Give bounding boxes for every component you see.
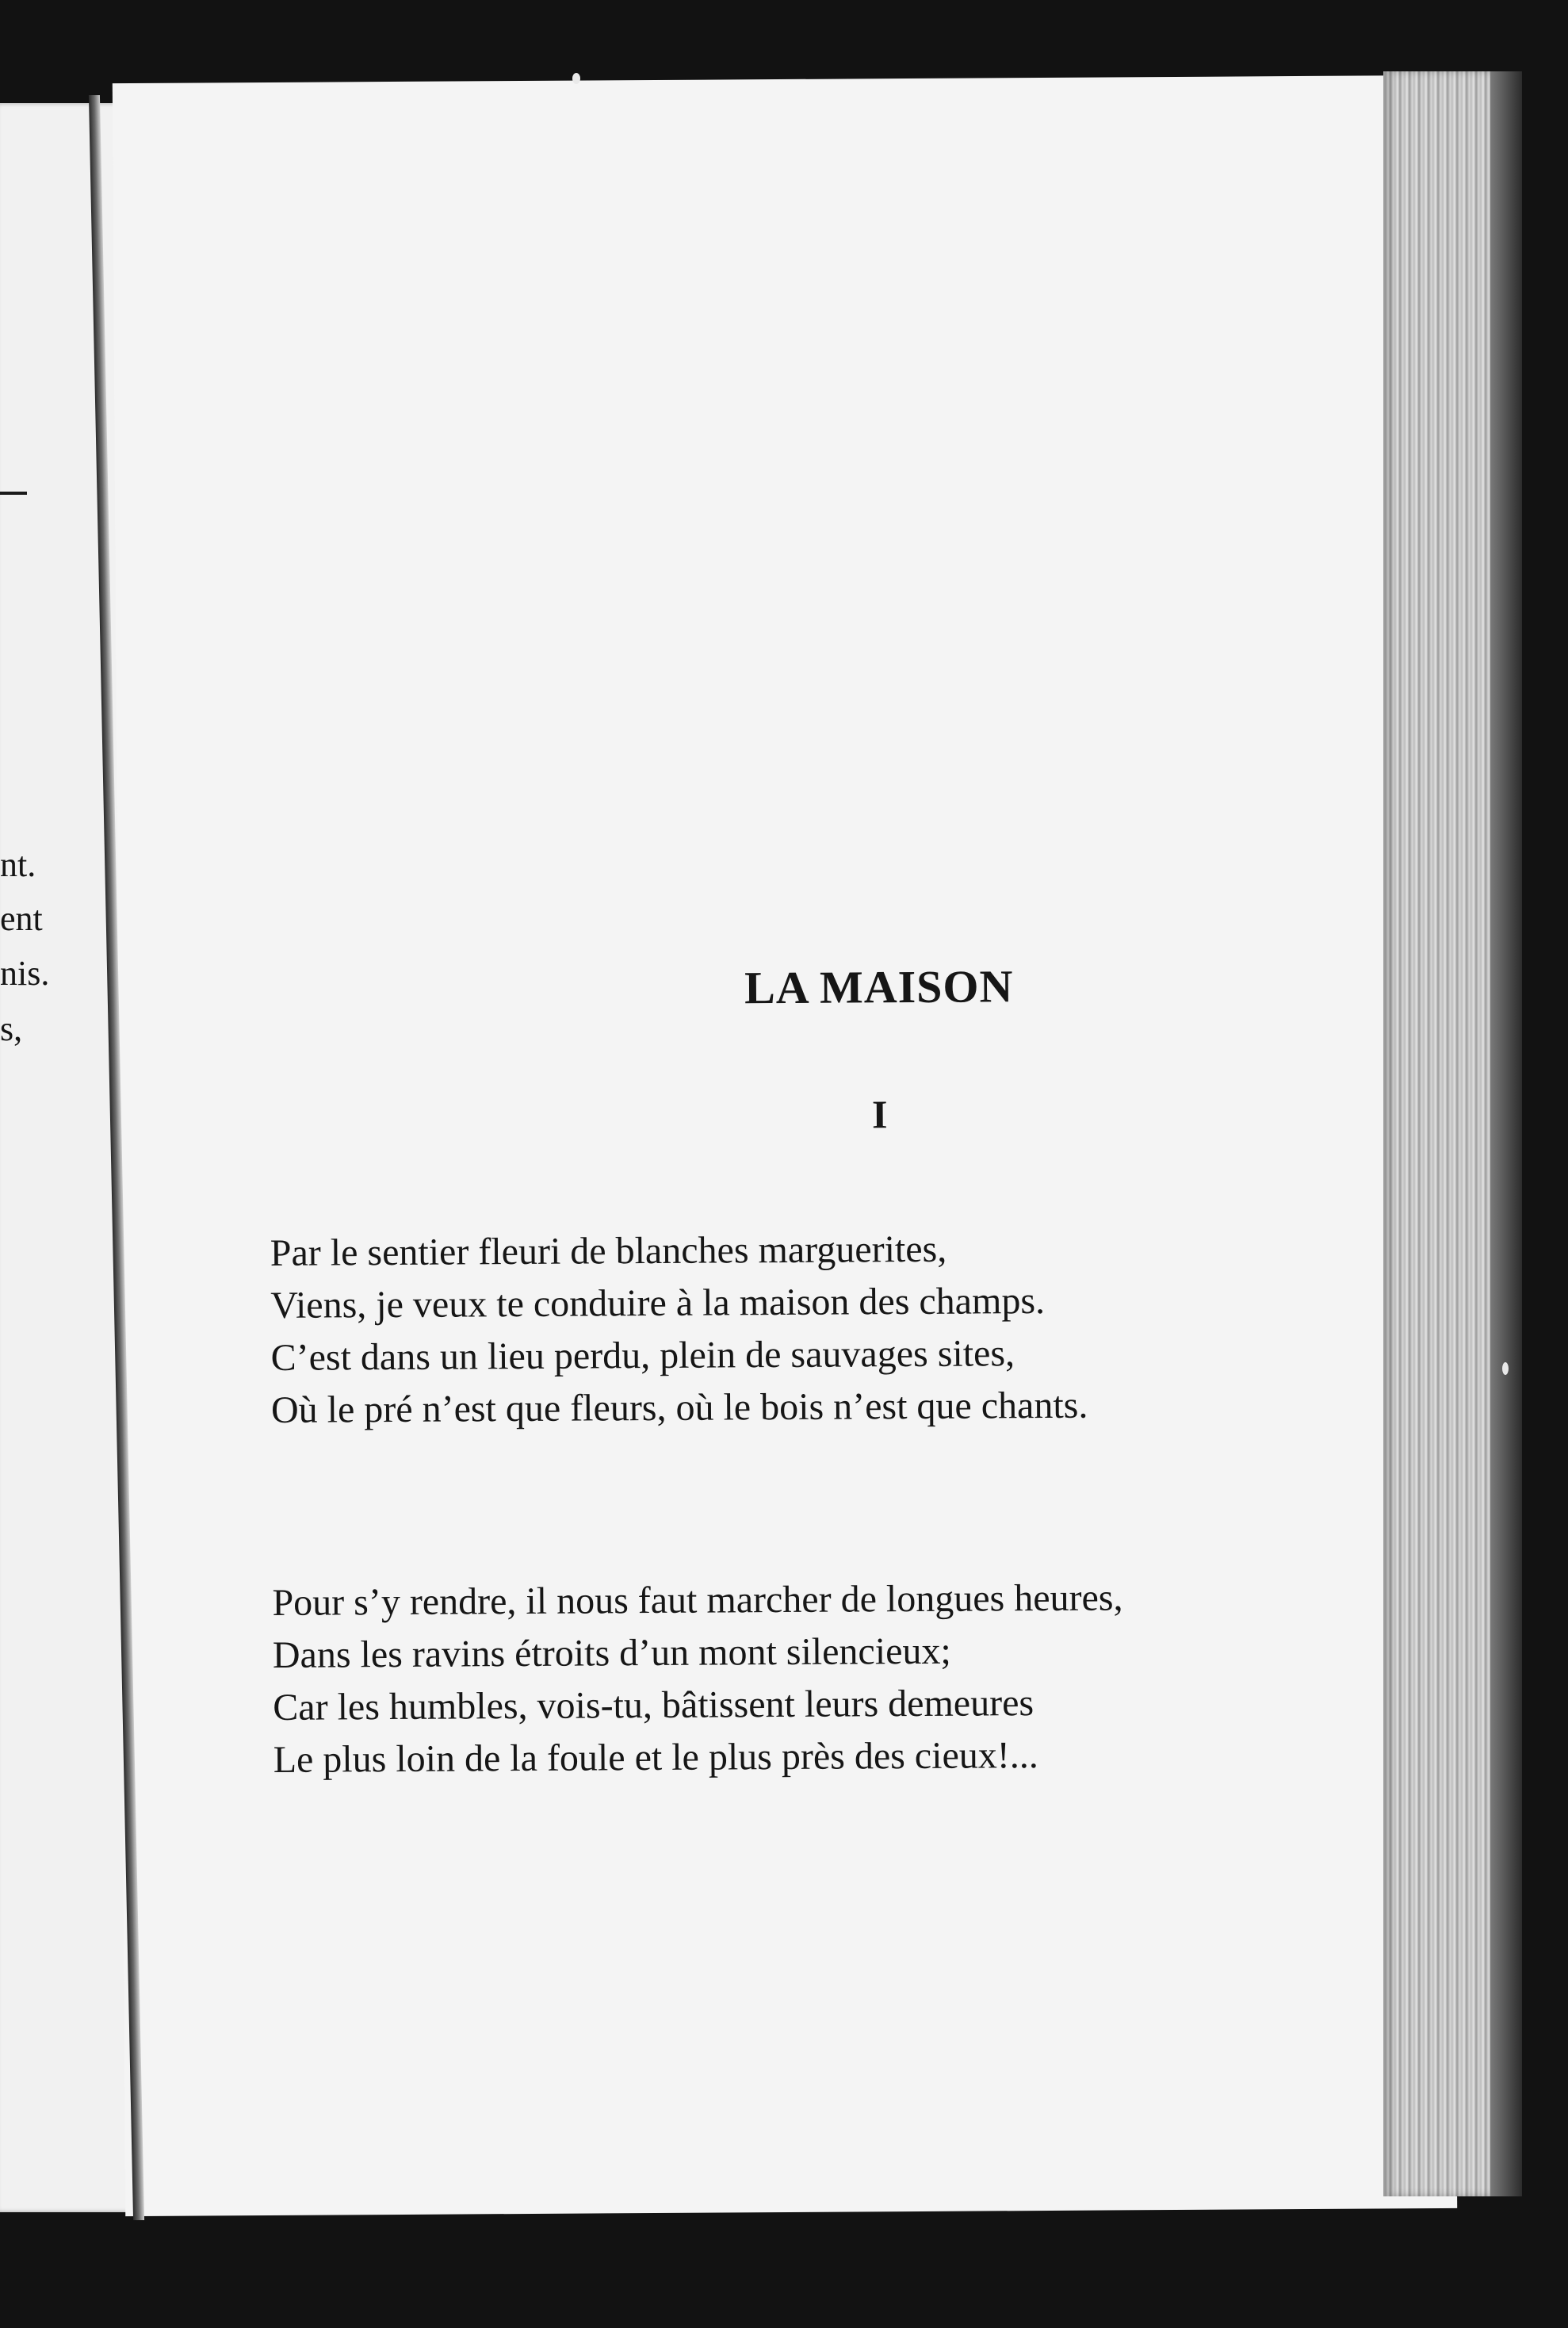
verse-line: Car les humbles, vois-tu, bâtissent leurs demeures xyxy=(273,1682,1034,1729)
previous-page-text-fragment: nis. xyxy=(0,954,50,993)
book-edge-shadow xyxy=(1490,71,1522,2196)
section-number: I xyxy=(871,1092,888,1137)
verse-line: Viens, je veux te conduire à la maison des champs. xyxy=(270,1280,1046,1327)
dust-speck xyxy=(572,73,580,84)
verse-line: Le plus loin de la foule et le plus près des cieux!... xyxy=(273,1734,1038,1781)
verse-line: Par le sentier fleuri de blanches marguerites, xyxy=(270,1227,947,1274)
previous-page-text-fragment: s, xyxy=(0,1009,23,1048)
previous-page-text-fragment: nt. xyxy=(0,845,36,884)
dust-speck xyxy=(1502,1362,1509,1375)
verse-line: Dans les ravins étroits d’un mont silencieux; xyxy=(272,1629,951,1676)
verse-line: C’est dans un lieu perdu, plein de sauvages sites, xyxy=(270,1332,1015,1379)
previous-page-text-fragment: ent xyxy=(0,899,43,938)
verse-line: Où le pré n’est que fleurs, où le bois n’est que chants. xyxy=(270,1384,1088,1431)
horizontal-rule xyxy=(0,492,27,495)
stanza xyxy=(270,1223,1088,1437)
stanza xyxy=(272,1572,1124,1786)
verse-line: Pour s’y rendre, il nous faut marcher de longues heures, xyxy=(272,1576,1123,1624)
poem-title: LA MAISON xyxy=(744,960,1014,1014)
book-page xyxy=(113,75,1457,2216)
